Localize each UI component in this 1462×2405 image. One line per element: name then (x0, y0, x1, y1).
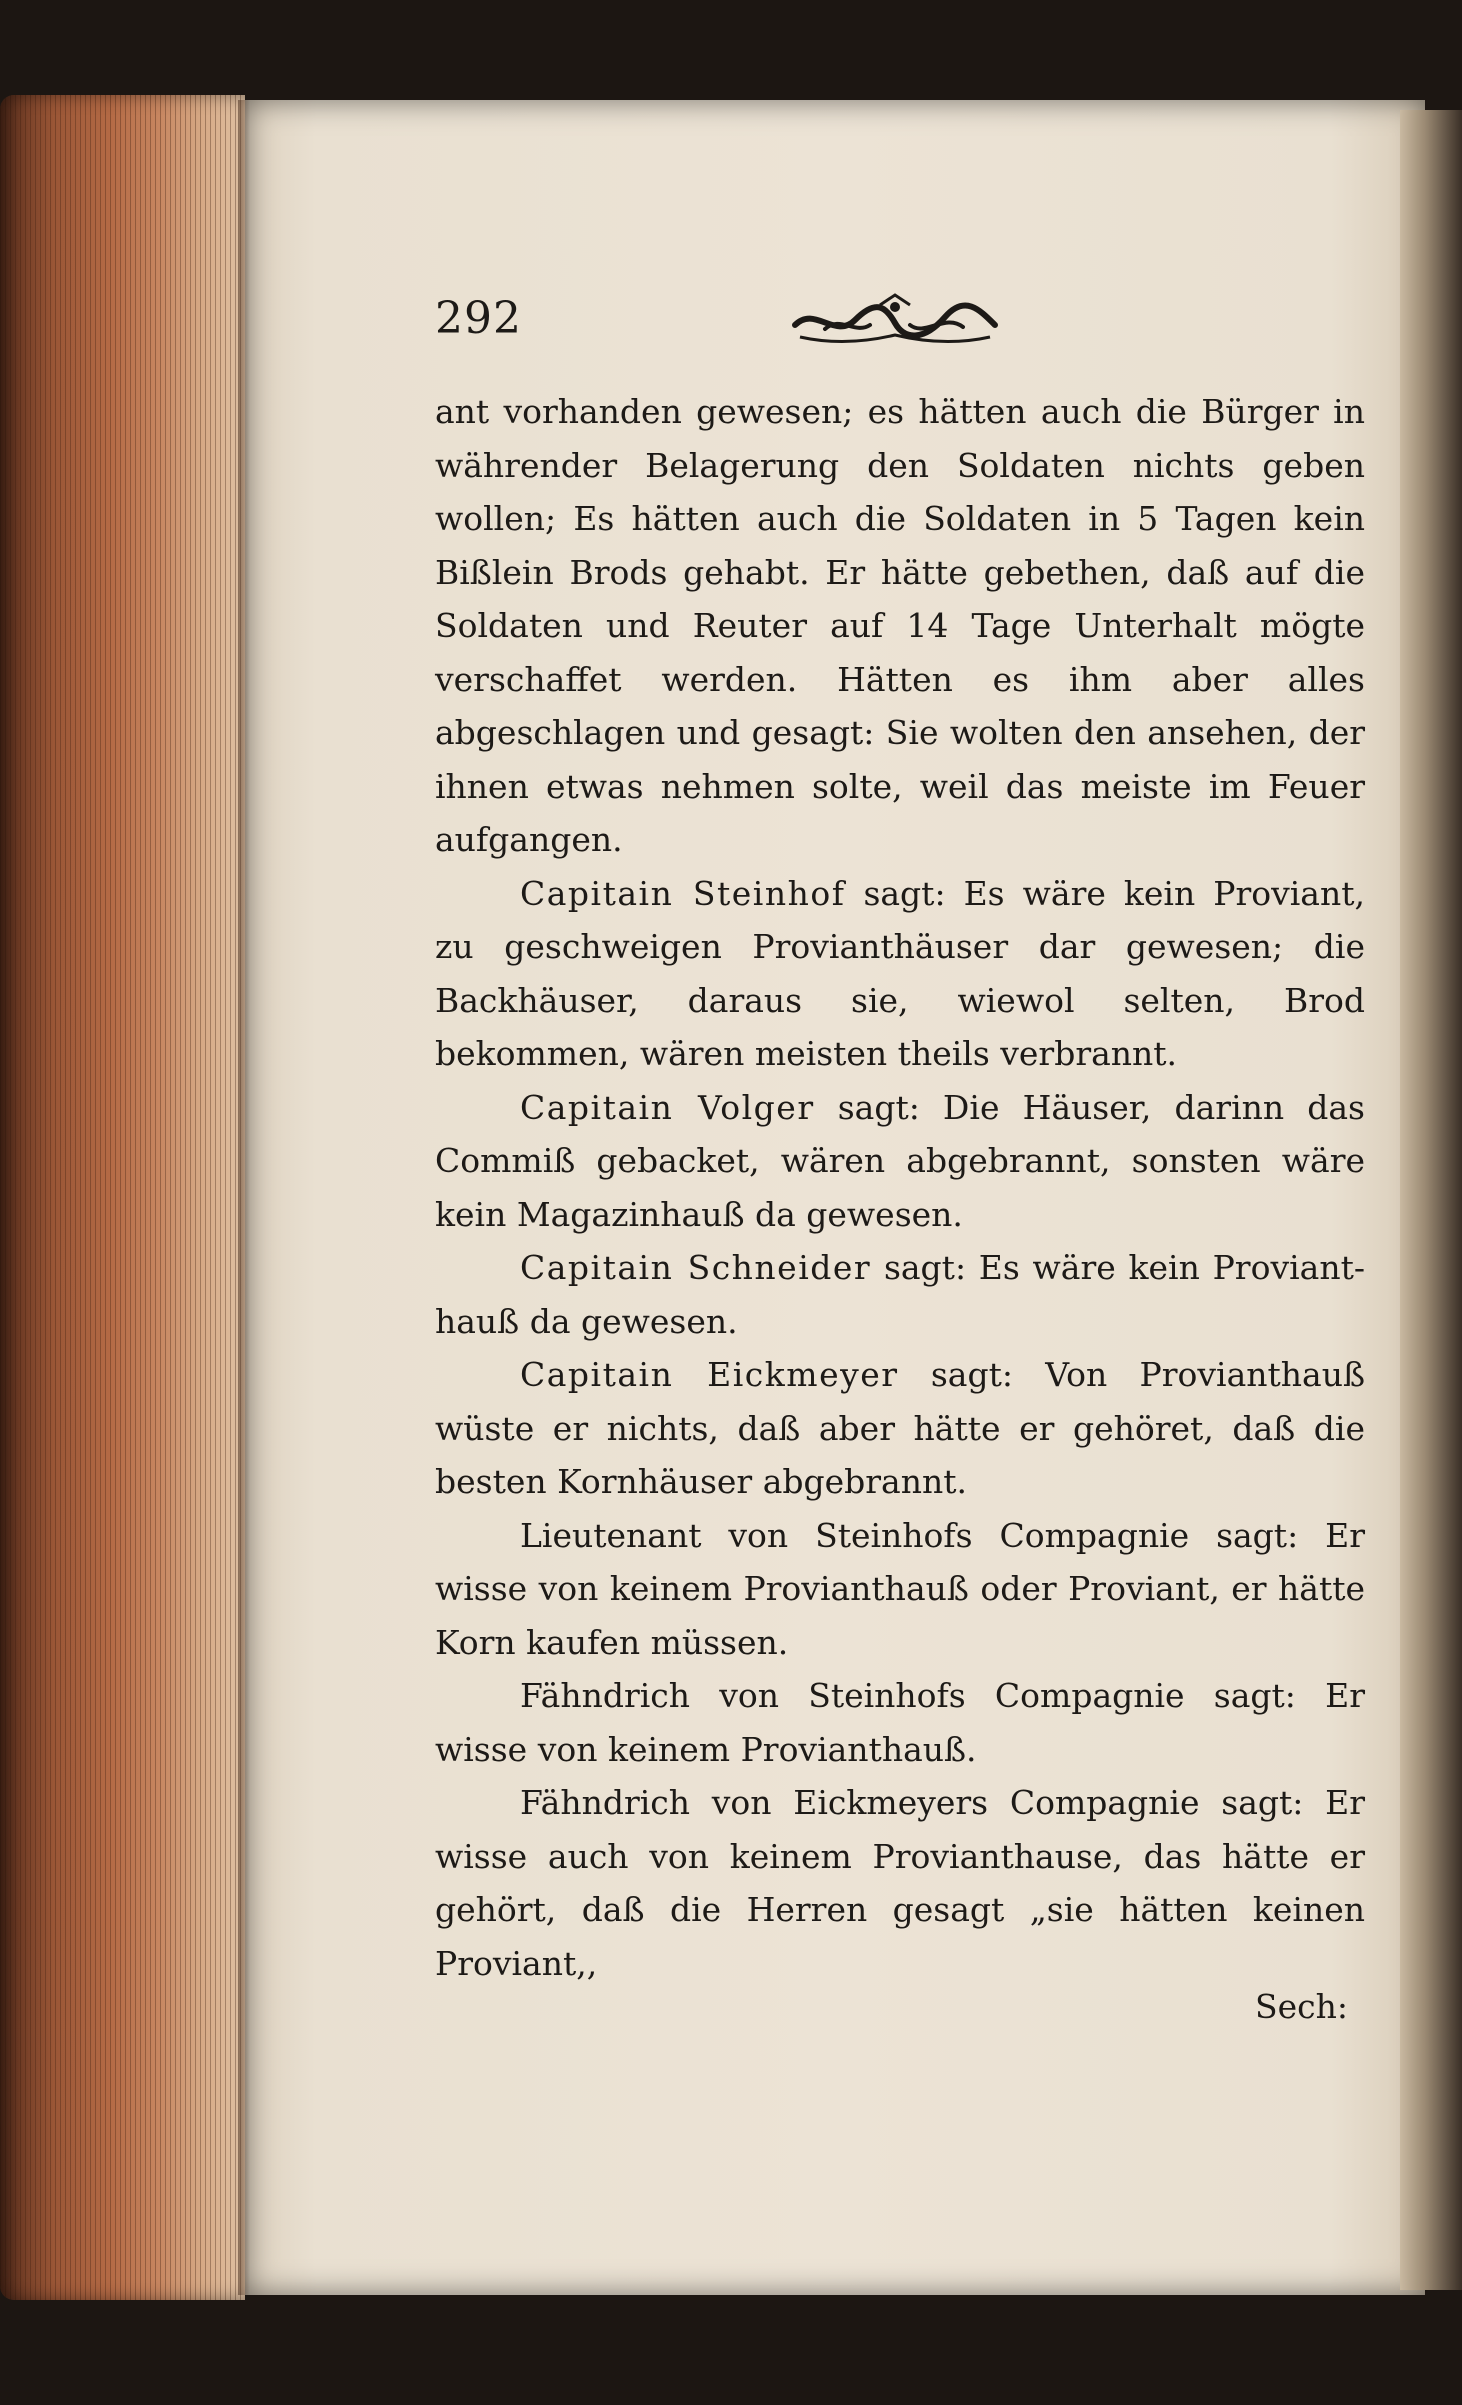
paragraph-5 (435, 1348, 1365, 1509)
paragraph-text: sagt: Die Häuser, darinn das Commiß gebacket, wären abgebrannt, sonsten wäre kein Magazinhauß da gewesen. (435, 1087, 1365, 1234)
paragraph-7 (435, 1669, 1365, 1776)
paragraph-1 (435, 385, 1365, 867)
speaker-name: Capitain Schneider (520, 1248, 872, 1287)
paragraph-3 (435, 1081, 1365, 1242)
paragraph-8 (435, 1776, 1365, 1990)
paragraph-text: sagt: Er wisse von keinem Provianthauß. (435, 1676, 1366, 1769)
header-ornament-icon (785, 285, 1005, 355)
paragraph-text: ant vorhanden gewesen; es hätten auch die Bürger in währender Belagerung den Soldaten nichts geben wollen; Es hätten auch die Soldaten in 5 Tagen kein Bißlein Brods gehabt. Er hätte gebethen, daß auf die Soldaten und Reuter auf 14 Tage Unterhalt mögte verschaffet werden. Hätten es ihm aber alles abgeschlagen und gesagt: Sie wolten den ansehen, der ihnen etwas nehmen solte, weil das meiste im Feuer aufgangen. (435, 392, 1365, 859)
paragraph-text: sagt: Es wäre kein Provianthauß da gewesen. (435, 1248, 1365, 1341)
page-header (435, 285, 1365, 365)
speaker-name: Capitain Volger (520, 1087, 815, 1127)
paragraph-text: sagt: Er wisse von keinem Provianthauß oder Proviant, er hätte Korn kaufen müssen. (435, 1515, 1365, 1662)
page-edge-shadow (238, 100, 250, 2295)
speaker-name: Fähndrich von Eickmeyers Compagnie (520, 1783, 1200, 1822)
paragraph-text: sagt: Von Provianthauß wüste er nichts, daß aber hätte er gehöret, daß die besten Kornhäuser abgebrannt. (435, 1355, 1365, 1501)
speaker-name: Lieutenant von Steinhofs Compagnie (520, 1515, 1190, 1555)
paragraph-text: sagt: Es wäre kein Proviant, zu geschweigen Provianthäuser dar gewesen; die Backhäuser, daraus sie, wiewol selten, Brod bekommen, wären meisten theils verbrannt. (435, 873, 1365, 1073)
page-number: 292 (435, 293, 522, 344)
paragraph-6 (435, 1509, 1365, 1670)
paragraph-text: sagt: Er wisse auch von keinem Provianthause, das hätte er gehört, daß die Herren gesagt „sie hätten keinen Proviant,, (435, 1783, 1365, 1983)
page-edges (0, 95, 245, 2300)
catchword: Sech: (1255, 1987, 1348, 2026)
paragraph-4 (435, 1241, 1365, 1348)
book-gutter (1400, 110, 1462, 2290)
paragraph-2 (435, 867, 1365, 1081)
speaker-name: Capitain Steinhof (520, 873, 846, 913)
page-body-text (435, 385, 1365, 1990)
speaker-name: Fähndrich von Steinhofs Compagnie (520, 1676, 1185, 1715)
speaker-name: Capitain Eickmeyer (520, 1355, 899, 1394)
